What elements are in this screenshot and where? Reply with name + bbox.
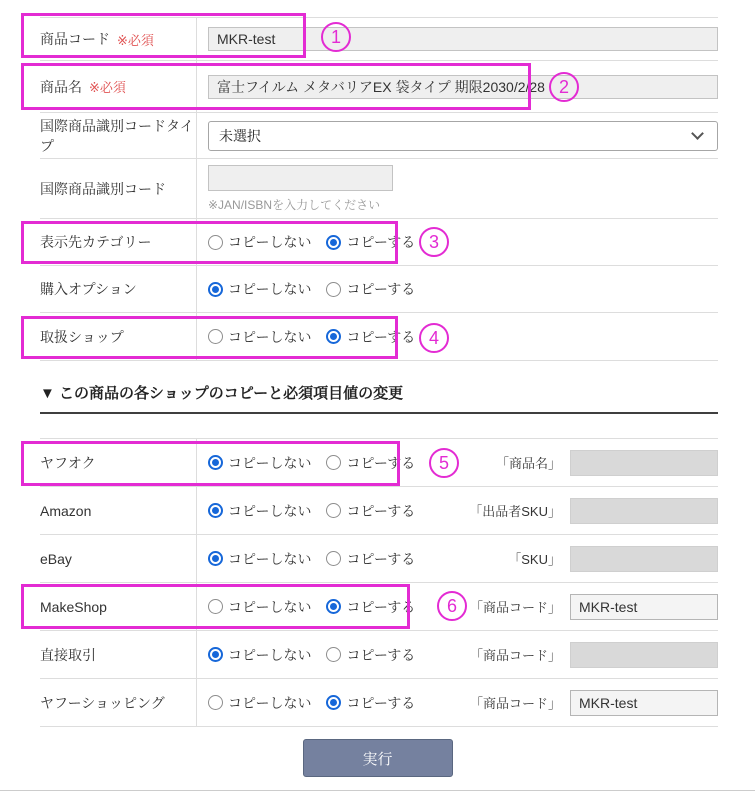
- intl-code-type-field-cell: [197, 121, 718, 151]
- row-product-code: [40, 18, 718, 61]
- row-display-category: [40, 219, 718, 266]
- ebay-radio-group: [208, 549, 415, 569]
- direct-deal-label: 直接取引: [40, 646, 96, 663]
- product-name-input[interactable]: [208, 75, 718, 99]
- yahoo-auction-field-label: 「商品名」: [495, 456, 561, 471]
- radio-icon[interactable]: [208, 455, 223, 470]
- radio-icon[interactable]: [208, 235, 223, 250]
- copy-no-label[interactable]: コピーしない: [228, 234, 312, 250]
- row-yahoo-shopping: [40, 679, 718, 727]
- radio-icon[interactable]: [326, 282, 341, 297]
- amazon-label: Amazon: [40, 502, 92, 519]
- intl-code-note: ※JAN/ISBNを入力してください: [208, 197, 381, 212]
- handling-shop-copy-no-option[interactable]: [208, 327, 311, 347]
- radio-icon[interactable]: [326, 599, 341, 614]
- purchase-option-field-cell: [197, 279, 718, 299]
- annotation-number-1: 1: [321, 22, 351, 52]
- amazon-required-field: [469, 498, 718, 524]
- annotation-number-2: 2: [549, 72, 579, 102]
- copy-yes-label[interactable]: コピーする: [346, 694, 416, 711]
- ebay-label: eBay: [40, 550, 72, 567]
- yahoo-auction-value-input[interactable]: [570, 450, 718, 476]
- yahoo-shopping-label: ヤフーショッピング: [40, 694, 165, 711]
- row-ebay: [40, 535, 718, 583]
- yahoo-auction-label-cell: [40, 439, 197, 486]
- amazon-field-label: 「出品者SKU」: [469, 504, 561, 519]
- row-intl-code: [40, 159, 718, 219]
- display-category-copy-yes-option[interactable]: [326, 232, 415, 252]
- direct-deal-copy-no-option[interactable]: [208, 645, 311, 665]
- ebay-label-cell: [40, 535, 197, 582]
- radio-icon[interactable]: [326, 455, 341, 470]
- purchase-option-label: 購入オプション: [40, 281, 137, 297]
- intl-code-type-label-cell: [40, 113, 197, 158]
- intl-code-input[interactable]: [208, 165, 393, 191]
- yahoo-shopping-required-field: [470, 690, 718, 716]
- copy-no-label[interactable]: コピーしない: [228, 550, 312, 567]
- annotation-number-3: 3: [419, 227, 449, 257]
- direct-deal-value-input[interactable]: [570, 642, 718, 668]
- copy-yes-label[interactable]: コピーする: [346, 454, 416, 471]
- makeshop-label-cell: [40, 583, 197, 630]
- display-category-label: 表示先カテゴリー: [40, 234, 152, 250]
- product-info-table: [40, 17, 718, 361]
- copy-no-label[interactable]: コピーしない: [228, 502, 312, 519]
- copy-no-label[interactable]: コピーしない: [228, 328, 312, 345]
- amazon-value-input[interactable]: [570, 498, 718, 524]
- makeshop-copy-no-option[interactable]: [208, 597, 311, 617]
- page-bottom-divider: [0, 790, 755, 791]
- radio-icon[interactable]: [208, 329, 223, 344]
- chevron-down-icon: [691, 127, 704, 140]
- yahoo-auction-copy-yes-option[interactable]: [326, 453, 415, 473]
- intl-code-type-label: 国際商品識別コードタイプ: [40, 117, 194, 154]
- yahoo-auction-copy-no-option[interactable]: [208, 453, 311, 473]
- radio-icon[interactable]: [208, 282, 223, 297]
- copy-no-label[interactable]: コピーしない: [228, 646, 312, 663]
- radio-icon[interactable]: [208, 551, 223, 566]
- annotation-number-4: 4: [419, 323, 449, 353]
- purchase-option-label-cell: [40, 266, 197, 312]
- intl-code-type-selected-value: 未選択: [219, 127, 261, 144]
- required-mark: ※必須: [89, 80, 126, 95]
- handling-shop-field-cell: [197, 327, 718, 347]
- copy-yes-label[interactable]: コピーする: [346, 550, 416, 567]
- direct-deal-copy-yes-option[interactable]: [326, 645, 415, 665]
- row-amazon: [40, 487, 718, 535]
- radio-icon[interactable]: [208, 599, 223, 614]
- copy-no-label[interactable]: コピーしない: [228, 281, 312, 297]
- intl-code-label-cell: [40, 159, 197, 218]
- yahoo-shopping-field-cell: [197, 690, 718, 716]
- handling-shop-copy-yes-option[interactable]: [326, 327, 415, 347]
- direct-deal-label-cell: [40, 631, 197, 678]
- radio-icon[interactable]: [326, 551, 341, 566]
- annotation-number-6: 6: [437, 591, 467, 621]
- makeshop-required-field: [470, 594, 718, 620]
- ebay-copy-no-option[interactable]: [208, 549, 311, 569]
- copy-no-label[interactable]: コピーしない: [228, 598, 312, 615]
- product-name-field-cell: [197, 75, 718, 99]
- yahoo-auction-field-cell: [197, 450, 718, 476]
- direct-deal-radio-group: [208, 645, 415, 665]
- yahoo-auction-label: ヤフオク: [40, 454, 96, 471]
- yahoo-shopping-value-input[interactable]: [570, 690, 718, 716]
- annotation-number-5: 5: [429, 448, 459, 478]
- display-category-field-cell: [197, 232, 718, 252]
- product-code-label-cell: [40, 18, 197, 60]
- intl-code-field-cell: [197, 165, 718, 213]
- amazon-copy-yes-option[interactable]: [326, 501, 415, 521]
- radio-icon[interactable]: [208, 695, 223, 710]
- row-product-name: [40, 61, 718, 113]
- direct-deal-required-field: [470, 642, 718, 668]
- display-category-label-cell: [40, 219, 197, 265]
- handling-shop-label: 取扱ショップ: [40, 328, 124, 345]
- display-category-radio-group: [208, 232, 415, 252]
- product-name-label-cell: [40, 61, 197, 112]
- intl-code-type-select[interactable]: [208, 121, 718, 151]
- makeshop-label: MakeShop: [40, 598, 107, 615]
- copy-yes-label[interactable]: コピーする: [346, 281, 416, 297]
- ebay-required-field: [508, 546, 718, 572]
- purchase-option-copy-no-option[interactable]: [208, 279, 311, 299]
- radio-icon[interactable]: [326, 235, 341, 250]
- yahoo-shopping-field-label: 「商品コード」: [469, 696, 561, 711]
- shops-section-title: ▼ この商品の各ショップのコピーと必須項目値の変更: [40, 385, 404, 402]
- direct-deal-field-cell: [197, 642, 718, 668]
- copy-yes-label[interactable]: コピーする: [346, 234, 416, 250]
- intl-code-label: 国際商品識別コード: [40, 180, 166, 197]
- radio-icon[interactable]: [326, 647, 341, 662]
- purchase-option-copy-yes-option[interactable]: [326, 279, 415, 299]
- row-yahoo-auction: [40, 439, 718, 487]
- shops-section-header: [40, 382, 718, 414]
- makeshop-radio-group: [208, 597, 415, 617]
- yahoo-shopping-copy-yes-option[interactable]: [326, 693, 415, 713]
- radio-icon[interactable]: [326, 503, 341, 518]
- amazon-radio-group: [208, 501, 415, 521]
- purchase-option-radio-group: [208, 279, 415, 299]
- row-intl-code-type: [40, 113, 718, 159]
- product-code-field-cell: [197, 27, 718, 51]
- product-name-label: 商品名: [40, 78, 82, 95]
- radio-icon[interactable]: [208, 503, 223, 518]
- copy-no-label[interactable]: コピーしない: [228, 694, 312, 711]
- product-code-label: 商品コード: [40, 31, 110, 47]
- radio-icon[interactable]: [326, 695, 341, 710]
- makeshop-field-label: 「商品コード」: [469, 600, 561, 615]
- direct-deal-field-label: 「商品コード」: [469, 648, 561, 663]
- radio-icon[interactable]: [208, 647, 223, 662]
- ebay-field-cell: [197, 546, 718, 572]
- required-mark: ※必須: [117, 32, 154, 48]
- product-code-input[interactable]: [208, 27, 718, 51]
- handling-shop-radio-group: [208, 327, 415, 347]
- amazon-field-cell: [197, 498, 718, 524]
- ebay-value-input[interactable]: [570, 546, 718, 572]
- ebay-field-label: 「SKU」: [508, 552, 561, 567]
- copy-yes-label[interactable]: コピーする: [346, 502, 416, 519]
- footer: [0, 739, 755, 777]
- amazon-label-cell: [40, 487, 197, 534]
- makeshop-field-cell: [197, 594, 718, 620]
- makeshop-copy-yes-option[interactable]: [326, 597, 415, 617]
- execute-button[interactable]: 実行: [303, 739, 453, 777]
- handling-shop-label-cell: [40, 313, 197, 360]
- copy-yes-label[interactable]: コピーする: [346, 328, 416, 345]
- yahoo-shopping-label-cell: [40, 679, 197, 726]
- yahoo-auction-radio-group: [208, 453, 415, 473]
- yahoo-shopping-copy-no-option[interactable]: [208, 693, 311, 713]
- section-divider: [40, 412, 718, 414]
- copy-no-label[interactable]: コピーしない: [228, 454, 312, 471]
- shops-table: [40, 438, 718, 727]
- yahoo-auction-required-field: [496, 450, 718, 476]
- amazon-copy-no-option[interactable]: [208, 501, 311, 521]
- row-direct-deal: [40, 631, 718, 679]
- copy-yes-label[interactable]: コピーする: [346, 646, 416, 663]
- makeshop-value-input[interactable]: [570, 594, 718, 620]
- radio-icon[interactable]: [326, 329, 341, 344]
- ebay-copy-yes-option[interactable]: [326, 549, 415, 569]
- row-purchase-option: [40, 266, 718, 313]
- row-makeshop: [40, 583, 718, 631]
- copy-yes-label[interactable]: コピーする: [346, 598, 416, 615]
- yahoo-shopping-radio-group: [208, 693, 415, 713]
- display-category-copy-no-option[interactable]: [208, 232, 311, 252]
- row-handling-shop: [40, 313, 718, 361]
